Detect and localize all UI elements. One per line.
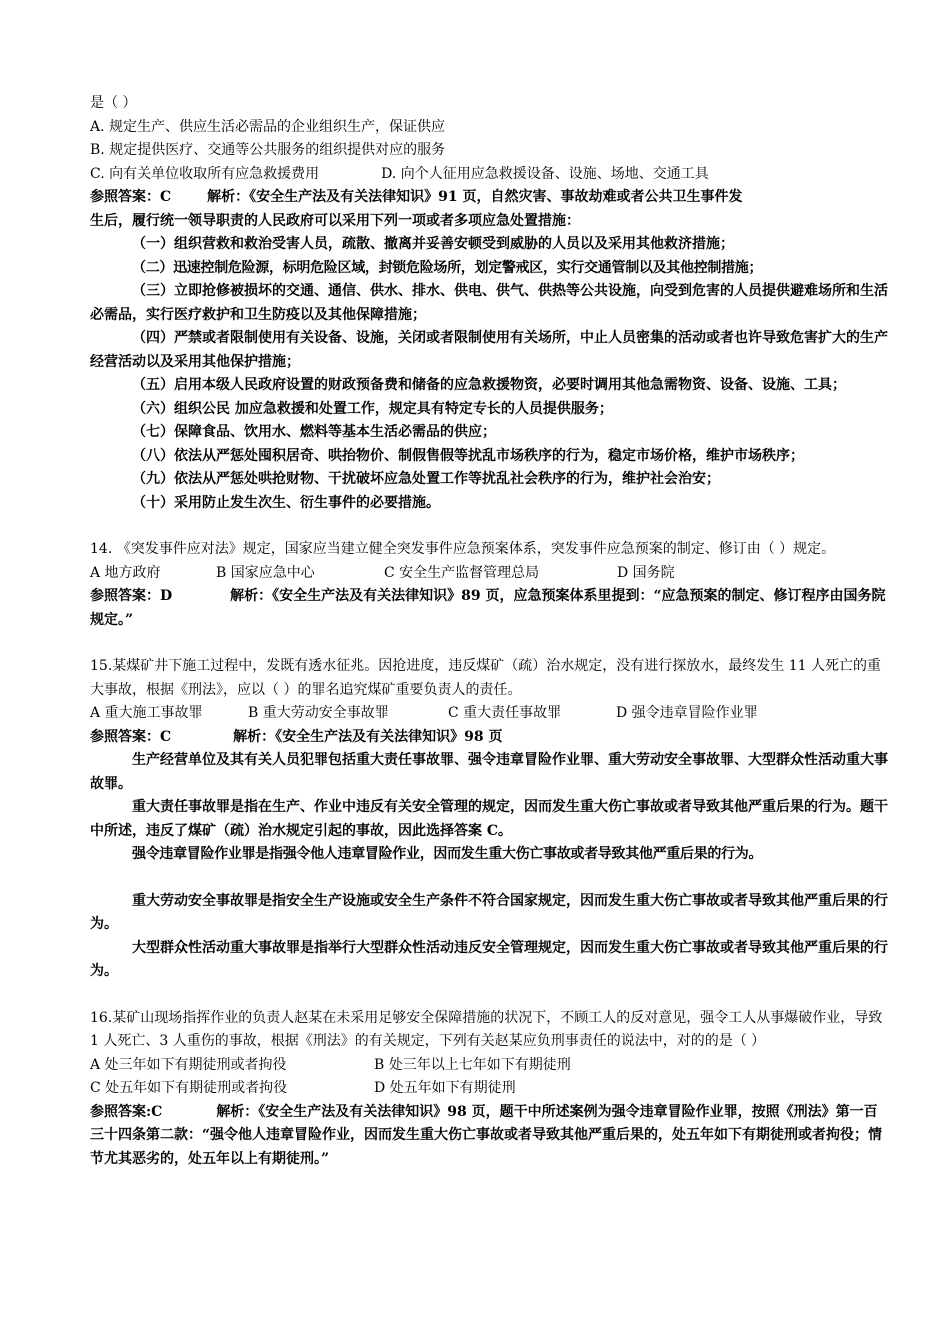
document-page: [90, 92, 890, 1171]
q15-answer-label: 参照答案：C: [90, 728, 172, 745]
q15-option-c: C 重大责任事故罪: [448, 705, 562, 721]
q13-answer-label: 参照答案：C: [90, 189, 172, 205]
q14-option-d: D 国务院: [617, 564, 675, 581]
q15-options: [90, 702, 890, 726]
q16-answer: [90, 1101, 890, 1172]
q13-option-b: B. 规定提供医疗、交通等公共服务的组织提供对应的服务: [90, 142, 446, 158]
q14-option-b: B 国家应急中心: [216, 564, 315, 581]
q13-analysis-cont: 生后，履行统一领导职责的人民政府可以采用下列一项或者多项应急处置措施：: [90, 212, 580, 229]
q15-paragraph-5: 大型群众性活动重大事故罪是指举行大型群众性活动违反安全管理规定，因而发生重大伤亡事故或者导致其他严重后果的行为。: [90, 939, 888, 979]
q13-measure-10: （十）采用防止发生次生、衍生事件的必要措施。: [132, 494, 440, 511]
q15-analysis: 解析：《安全生产法及有关法律知识》98 页: [233, 728, 503, 745]
q13-analysis: 解析：《安全生产法及有关法律知识》91 页，自然灾害、事故劫难或者公共卫生事件发: [207, 189, 743, 205]
q16-option-c: C 处五年如下有期徒刑或者拘役: [90, 1080, 288, 1096]
q13-measure-4: （四）严禁或者限制使用有关设备、设施，关闭或者限制使用有关场所，中止人员密集的活动或者也许导致危害扩大的生产经营活动以及采用其他保护措施；: [90, 330, 888, 370]
q13-measure-7: （七）保障食品、饮用水、燃料等基本生活必需品的供应；: [132, 424, 496, 440]
q14-option-c: C 安全生产监督管理总局: [384, 564, 540, 581]
q16-options-row2: [90, 1077, 890, 1101]
q16-analysis: 解析：《安全生产法及有关法律知识》98 页，题干中所述案例为强令违章冒险作业罪，按照《刑法》第一百三十四条第二款：“强令他人违章冒险作业，因而发生重大伤亡事故或者导致其他严重后果的，处五年如下有期徒刑或者拘役；情节尤其恶劣的，处五年以上有期徒刑。”: [90, 1103, 883, 1167]
q15-paragraph-2: 重大责任事故罪是指在生产、作业中违反有关安全管理的规定，因而发生重大伤亡事故或者导致其他严重后果的行为。题干中所述，违反了煤矿（疏）治水规定引起的事故，因此选择答案 C。: [90, 799, 888, 839]
q13-measure-1: （一）组织营救和救治受害人员，疏散、撤离并妥善安顿受到威胁的人员以及采用其他救济措施；: [132, 236, 734, 252]
q15-paragraph-3: 强令违章冒险作业罪是指强令他人违章冒险作业，因而发生重大伤亡事故或者导致其他严重后果的行为。: [132, 846, 763, 862]
q13-stem-tail: 是（ ）: [90, 95, 137, 111]
q16-option-b: B 处三年以上七年如下有期徒刑: [374, 1056, 571, 1073]
q15-paragraph-4: 重大劳动安全事故罪是指安全生产设施或安全生产条件不符合国家规定，因而发生重大伤亡事故或者导致其他严重后果的行为。: [90, 892, 888, 932]
q16-option-a: A 处三年如下有期徒刑或者拘役: [90, 1056, 287, 1073]
q13-measure-6: （六）组织公民 加应急救援和处置工作，规定具有特定专长的人员提供服务；: [132, 400, 613, 417]
q13-measure-3: （三）立即抢修被损坏的交通、通信、供水、排水、供电、供气、供热等公共设施，向受到危害的人员提供避难场所和生活必需品，实行医疗救护和卫生防疫以及其他保障措施；: [90, 283, 888, 323]
q15-answer: [90, 726, 890, 750]
q14-option-a: A 地方政府: [90, 564, 161, 581]
q16-options-row1: [90, 1054, 890, 1078]
q13-option-d: D. 向个人征用应急救援设备、设施、场地、交通工具: [381, 165, 709, 182]
q13-measure-5: （五）启用本级人民政府设置的财政预备费和储备的应急救援物资，必要时调用其他急需物资、设备、设施、工具；: [132, 377, 846, 393]
q13-measure-2: （二）迅速控制危险源，标明危险区域，封锁危险场所，划定警戒区，实行交通管制以及其他控制措施；: [132, 259, 763, 276]
q13-option-a: A. 规定生产、供应生活必需品的企业组织生产，保证供应: [90, 118, 446, 135]
q15-option-a: A 重大施工事故罪: [90, 705, 203, 721]
q15-paragraph-1: 生产经营单位及其有关人员犯罪包括重大责任事故罪、强令违章冒险作业罪、重大劳动安全事故罪、大型群众性活动重大事故罪。: [90, 752, 888, 792]
q16-stem: 16.某矿山现场指挥作业的负责人赵某在未采用足够安全保障措施的状况下，不顾工人的反对意见，强令工人从事爆破作业，导致 1 人死亡、3 人重伤的事故，根据《刑法》的有关规定，下列有关赵某应负刑事责任的说法中，对的的是（ ）: [90, 1009, 883, 1049]
q13-option-c: C. 向有关单位收取所有应急救援费用: [90, 165, 320, 182]
q16-option-d: D 处五年如下有期徒刑: [374, 1080, 516, 1096]
q14-answer-label: 参照答案：D: [90, 588, 173, 604]
q15-option-d: D 强令违章冒险作业罪: [616, 705, 758, 721]
q13-measure-9: （九）依法从严惩处哄抢财物、干扰破坏应急处置工作等扰乱社会秩序的行为，维护社会治安；: [132, 471, 720, 487]
q14-analysis: 解析：《安全生产法及有关法律知识》89 页，应急预案体系里提到：“应急预案的制定、修订程序由国务院规定。”: [90, 588, 886, 628]
q13-measure-8: （八）依法从严惩处囤积居奇、哄抬物价、制假售假等扰乱市场秩序的行为，稳定市场价格，维护市场秩序；: [132, 447, 804, 464]
q15-stem: 15.某煤矿井下施工过程中，发既有透水征兆。因抢进度，违反煤矿（疏）治水规定，没有进行探放水，最终发生 11 人死亡的重大事故，根据《刑法》，应以（ ）的罪名追究煤矿重要负责人的责任。: [90, 658, 881, 698]
q15-option-b: B 重大劳动安全事故罪: [248, 705, 389, 721]
q14-options: [90, 562, 890, 586]
q14-stem: 14. 《突发事件应对法》规定，国家应当建立健全突发事件应急预案体系，突发事件应急预案的制定、修订由（ ）规定。: [90, 541, 836, 557]
q16-answer-label: 参照答案:C: [90, 1103, 163, 1120]
q13-answer-line: [90, 186, 890, 210]
q13-options-cd: [90, 163, 890, 187]
q14-answer: [90, 585, 890, 632]
